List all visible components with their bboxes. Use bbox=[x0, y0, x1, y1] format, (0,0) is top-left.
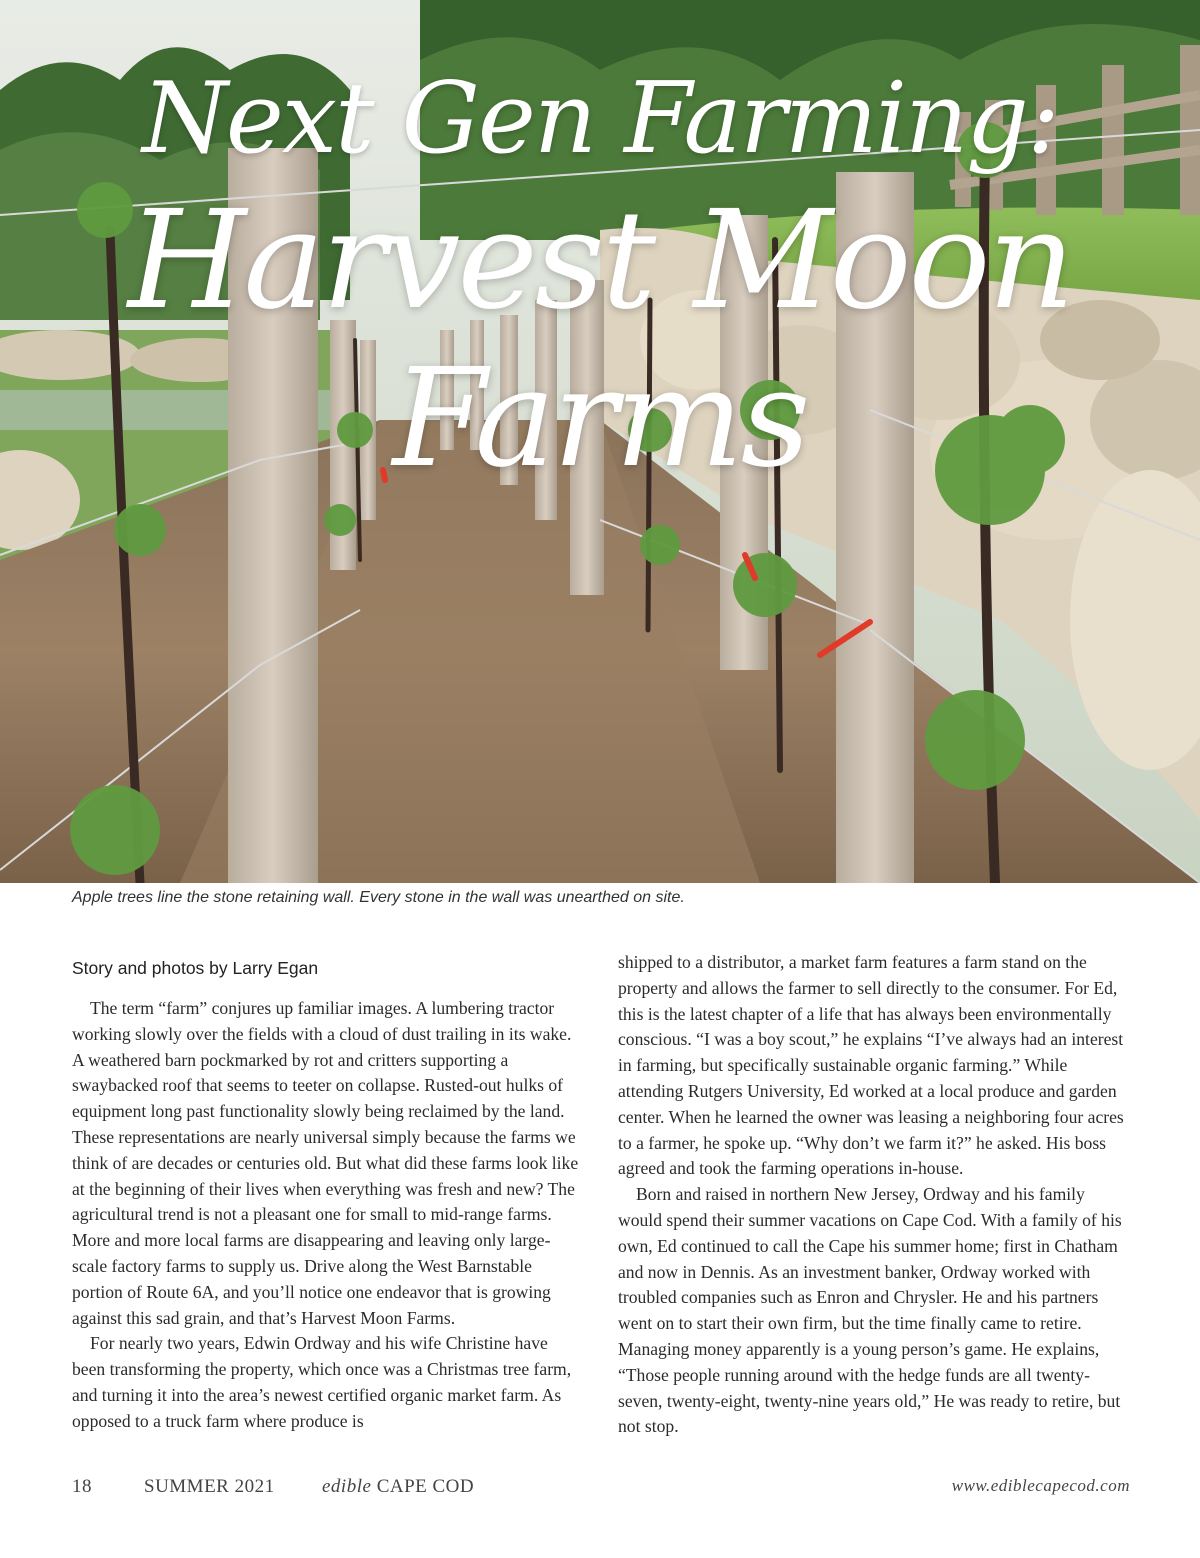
issue-label: SUMMER 2021 bbox=[144, 1476, 275, 1497]
website-url: www.ediblecapecod.com bbox=[951, 1476, 1130, 1495]
paragraph: shipped to a distributor, a market farm features a farm stand on the property and allows the farmer to sell directly to the consumer. For Ed, this is the latest chapter of a life that has always been environmentally conscious. “I was a boy scout,” he explains “I’ve always had an interest in farming, but specifically sustainable organic farming.” While attending Rutgers University, Ed worked at a local produce and garden center. When he learned the owner was leasing a neighboring four acres to a farmer, he spoke up. “Why don’t we farm it?” he asked. His boss agreed and took the farming operations in-house. bbox=[618, 952, 1124, 1179]
paragraph: The term “farm” conjures up familiar images. A lumbering tractor working slowly over the fields with a cloud of dust trailing in its wake. A weathered barn pockmarked by rot and critters supporting a swaybacked roof that seems to teeter on collapse. Rusted-out hulks of equipment long past functionality slowly being reclaimed by the land. These representations are nearly universal simply because the farms we think of are decades or centuries old. But what did these farms look like at the beginning of their lives when everything was fresh and new? The agricultural trend is not a pleasant one for small to mid-range farms. More and more local farms are disappearing and leaving only large-scale factory farms to supply us. Drive along the West Barnstable portion of Route 6A, and you’ll notice one endeavor that is growing against this sad grain, and that’s Harvest Moon Farms. bbox=[72, 998, 579, 1328]
publication-name-italic: edible bbox=[322, 1476, 372, 1497]
page-footer bbox=[72, 1476, 1130, 1500]
title-line-2: Harvest Moon Farms bbox=[127, 182, 1073, 498]
publication-name-rest: CAPE COD bbox=[376, 1476, 475, 1497]
publication-name bbox=[322, 1476, 474, 1498]
article-column-right bbox=[618, 950, 1128, 1440]
page-number: 18 bbox=[72, 1476, 92, 1497]
article-column-left bbox=[72, 950, 582, 1435]
paragraph: Born and raised in northern New Jersey, Ordway and his family would spend their summer vacations on Cape Cod. With a family of his own, Ed continued to call the Cape his summer home; first in Chatham and now in Dennis. As an investment banker, Ordway worked with troubled companies such as Enron and Chrysler. He and his partners went on to start their own firm, but the time finally came to retire. Managing money apparently is a young person’s game. He explains, “Those people running around with the hedge funds are all twenty-seven, twenty-eight, twenty-nine years old,” He was ready to retire, but not stop. bbox=[618, 1184, 1122, 1437]
byline: Story and photos by Larry Egan bbox=[72, 958, 319, 978]
title-line-1: Next Gen Farming: bbox=[142, 62, 1058, 176]
photo-caption: Apple trees line the stone retaining wall. Every stone in the wall was unearthed on site. bbox=[72, 889, 685, 906]
paragraph: For nearly two years, Edwin Ordway and his wife Christine have been transforming the property, which once was a Christmas tree farm, and turning it into the area’s newest certified organic market farm. As opposed to a truck farm where produce is bbox=[72, 1333, 572, 1431]
title-overlay bbox=[0, 0, 1200, 498]
